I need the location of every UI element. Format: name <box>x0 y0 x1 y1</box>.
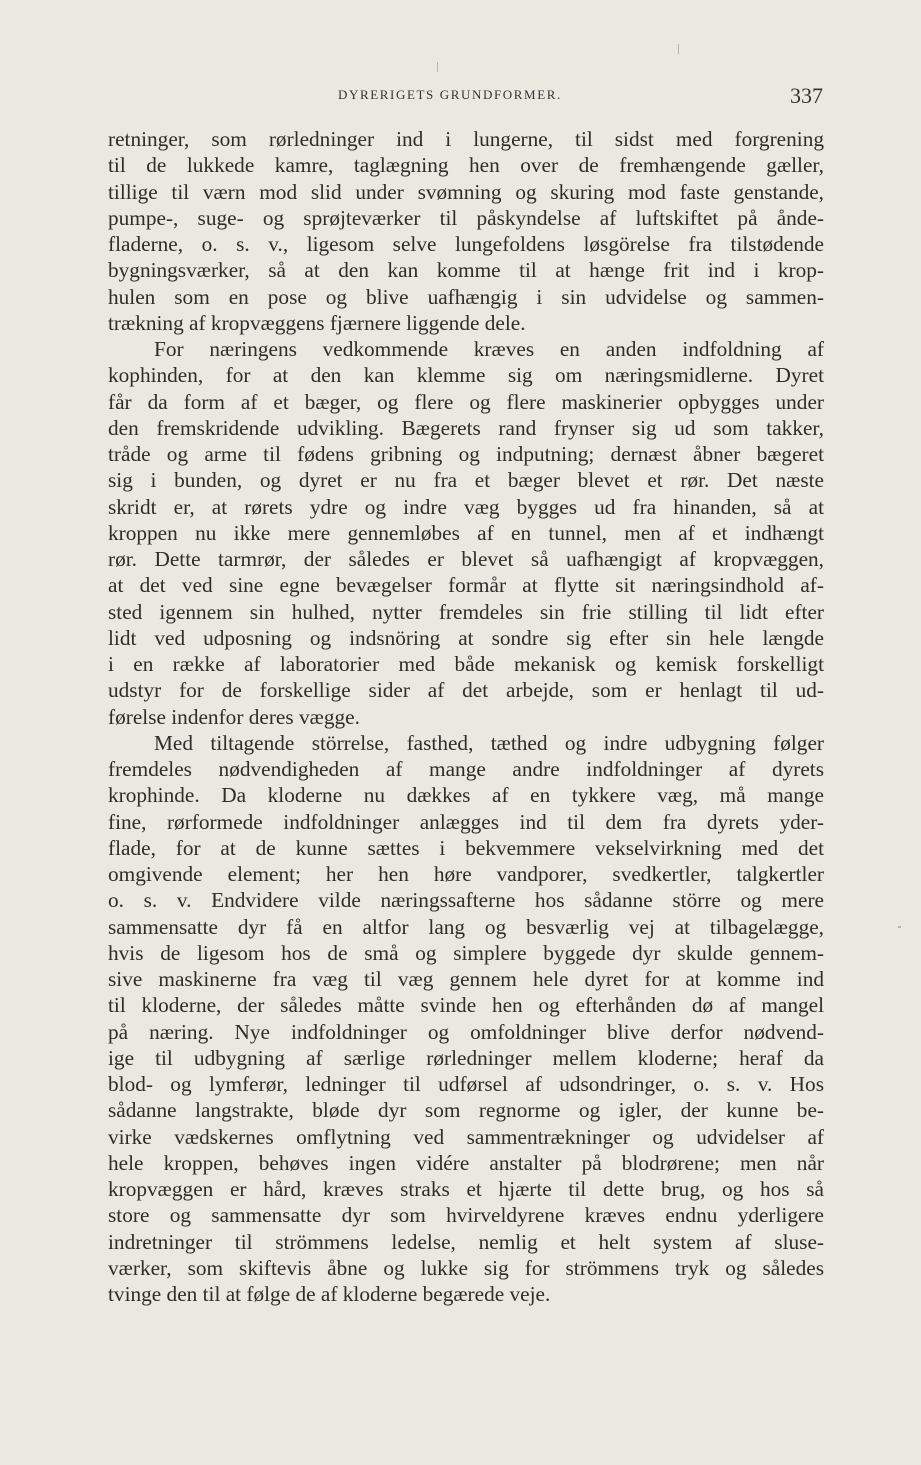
text-line: kropvæggen er hård, kræves straks et hjærte til dette brug, og hos så <box>108 1177 824 1201</box>
text-line: skridt er, at rørets ydre og indre væg bygges ud fra hinanden, så at <box>108 494 824 519</box>
text-line: førelse indenfor deres vægge. <box>108 704 360 729</box>
body-text <box>108 126 824 1307</box>
text-line: tillige til værn mod slid under svømning og skuring mod faste genstande, <box>108 179 824 204</box>
paragraph-start-line: For næringens vedkommende kræves en anden indfoldning af <box>154 337 824 361</box>
text-line: fine, rørformede indfoldninger anlægges ind til dem fra dyrets yder- <box>108 809 824 834</box>
paragraph-start-line: Med tiltagende störrelse, fasthed, tæthed og indre udbygning følger <box>154 730 824 755</box>
text-line: sig i bunden, og dyret er nu fra et bæger blevet et rør. Det næste <box>108 468 824 493</box>
text-line: omgivende element; her hen høre vandporer, svedkertler, talgkertler <box>108 862 824 886</box>
text-line: virke vædskernes omflytning ved sammentrækninger og udvidelser af <box>108 1124 824 1149</box>
scan-mark-corner <box>678 44 679 54</box>
text-line: at det ved sine egne bevægelser formår at flytte sit næringsindhold af- <box>108 573 824 598</box>
text-line: ige til udbygning af særlige rørledninger mellem kloderne; heraf da <box>108 1045 824 1070</box>
scan-mark-side <box>898 926 901 928</box>
text-line: hulen som en pose og blive uafhængig i sin udvidelse og sammen- <box>108 284 824 309</box>
text-line: flade, for at de kunne sættes i bekvemmere vekselvirkning med det <box>108 835 824 860</box>
running-head: DYRERIGETS GRUNDFORMER. <box>338 87 562 102</box>
text-line: rør. Dette tarmrør, der således er blevet så uafhængigt af kropvæggen, <box>108 547 824 571</box>
text-line: sådanne langstrakte, bløde dyr som regnorme og igler, der kunne be- <box>108 1098 824 1123</box>
text-line: sted igennem sin hulhed, nytter fremdeles sin frie stilling til lidt efter <box>108 599 824 624</box>
text-line: i en række af laboratorier med både mekanisk og kemisk forskelligt <box>108 652 824 676</box>
text-line: kroppen nu ikke mere gennemløbes af en tunnel, men af et indhængt <box>108 520 824 545</box>
text-line: bygningsværker, så at den kan komme til at hænge frit ind i krop- <box>108 258 824 283</box>
text-line: på næring. Nye indfoldninger og omfoldninger blive derfor nødvend- <box>108 1019 824 1044</box>
text-line: kophinden, for at den kan klemme sig om næringsmidlerne. Dyret <box>108 363 824 388</box>
text-line: retninger, som rørledninger ind i lungerne, til sidst med forgrening <box>108 127 824 151</box>
text-line: store og sammensatte dyr som hvirveldyrene kræves endnu yderligere <box>108 1203 824 1228</box>
text-line: til de lukkede kamre, taglægning hen over de fremhængende gæller, <box>108 153 824 178</box>
text-line: værker, som skiftevis åbne og lukke sig for strömmens tryk og således <box>108 1255 824 1280</box>
text-line: blod- og lymferør, ledninger til udførsel af udsondringer, o. s. v. Hos <box>108 1072 824 1096</box>
scan-mark-top <box>437 62 438 72</box>
text-line: tvinge den til at følge de af kloderne begærede veje. <box>108 1282 551 1306</box>
page-header <box>108 83 823 107</box>
text-line: fladerne, o. s. v., ligesom selve lungefoldens løsgörelse fra tilstødende <box>108 232 824 256</box>
text-line: sive maskinerne fra væg til væg gennem hele dyret for at komme ind <box>108 967 824 991</box>
text-line: krophinde. Da kloderne nu dækkes af en tykkere væg, må mange <box>108 783 824 808</box>
text-line: får da form af et bæger, og flere og flere maskinerier opbygges under <box>108 389 824 414</box>
text-line: fremdeles nødvendigheden af mange andre indfoldninger af dyrets <box>108 757 824 781</box>
text-line: trækning af kropvæggens fjærnere liggende dele. <box>108 310 526 335</box>
text-line: udstyr for de forskellige sider af det arbejde, som er henlagt til ud- <box>108 678 824 703</box>
text-line: hvis de ligesom hos de små og simplere byggede dyr skulde gennem- <box>108 940 824 965</box>
text-line: til kloderne, der således måtte svinde hen og efterhånden dø af mangel <box>108 993 824 1018</box>
text-line: lidt ved udposning og indsnöring at sondre sig efter sin hele længde <box>108 625 824 650</box>
page-number: 337 <box>790 83 823 108</box>
text-line: indretninger til strömmens ledelse, nemlig et helt system af sluse- <box>108 1229 824 1254</box>
text-line: pumpe-, suge- og sprøjteværker til påskyndelse af luftskiftet på ånde- <box>108 205 824 230</box>
text-line: o. s. v. Endvidere vilde næringssafterne hos sådanne större og mere <box>108 888 824 913</box>
text-line: sammensatte dyr få en altfor lang og besværlig vej at tilbagelægge, <box>108 914 824 939</box>
text-line: den fremskridende udvikling. Bægerets rand frynser sig ud som takker, <box>108 415 824 440</box>
text-line: tråde og arme til fødens gribning og indputning; dernæst åbner bægeret <box>108 442 824 466</box>
text-line: hele kroppen, behøves ingen vidére anstalter på blodrørene; men når <box>108 1150 824 1175</box>
